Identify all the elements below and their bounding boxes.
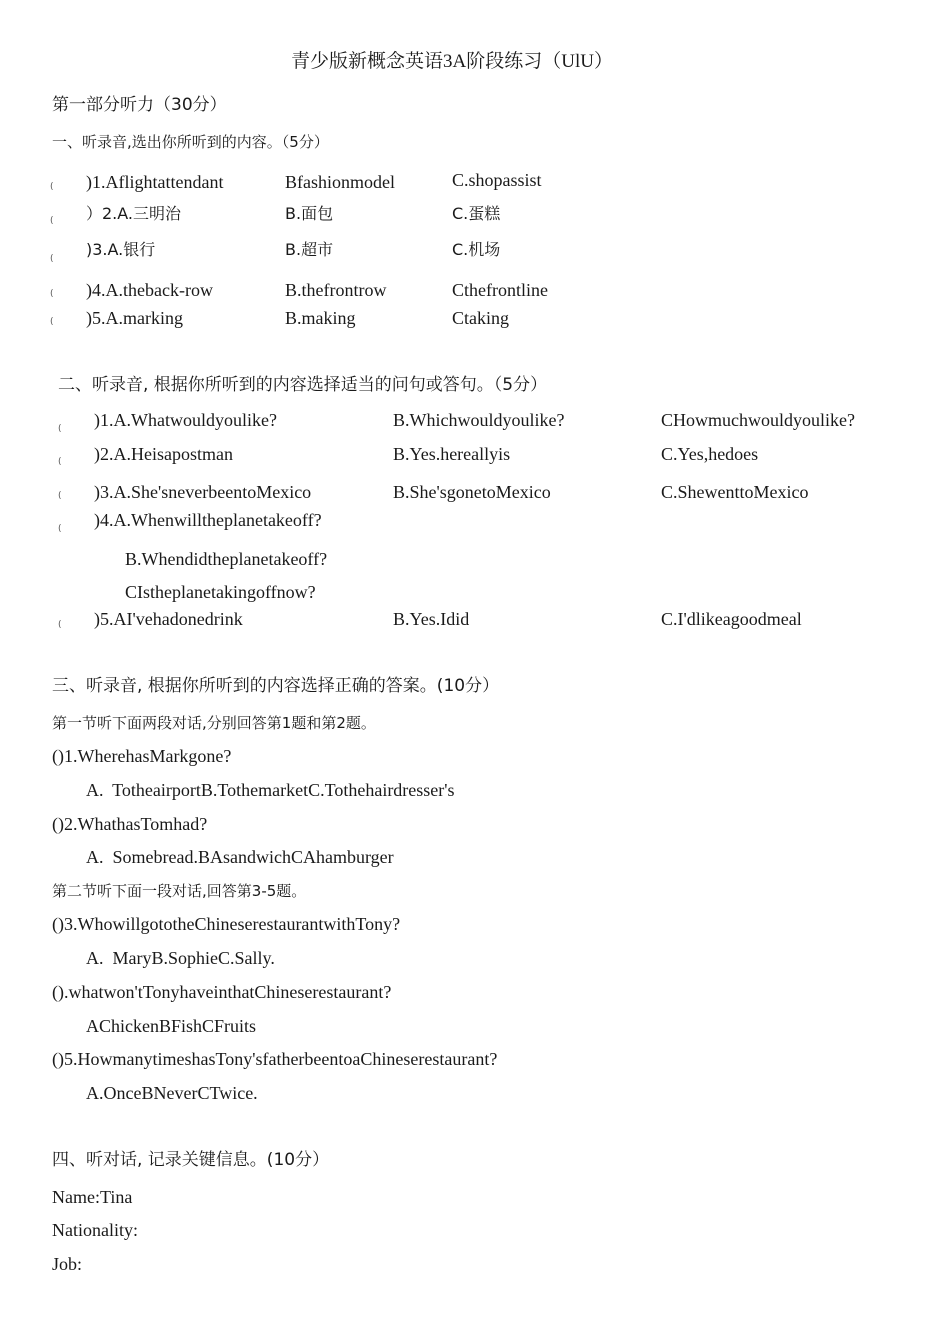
s3-q5: ()5.HowmanytimeshasTony'sfatherbeentoaChineserestaurant? <box>52 1049 498 1069</box>
s2-q4-option-c: CIstheplanetakingoffnow? <box>125 582 316 602</box>
s1-q1-option-c: C.shopassist <box>452 170 542 190</box>
s1-q2-option-c: C.蛋糕 <box>452 204 501 223</box>
s1-q4-option-c: Cthefrontline <box>452 280 548 300</box>
s2-q2-option-b: B.Yes.hereallyis <box>393 444 511 464</box>
s3-q4-options: AChickenBFishCFruits <box>86 1016 257 1036</box>
s2-q1-option-a: )1.A.Whatwouldyoulike? <box>94 410 277 430</box>
field-job: Job: <box>52 1254 83 1274</box>
s1-q5-option-c: Ctaking <box>452 308 509 328</box>
s3-q2: ()2.WhathasTomhad? <box>52 814 208 834</box>
section4-heading: 四、听对话, 记录关键信息。(10分） <box>52 1150 330 1170</box>
s2-q2-option-a: )2.A.Heisapostman <box>94 444 233 464</box>
answer-paren: ( <box>50 216 54 226</box>
section2-heading: 二、听录音, 根据你所听到的内容选择适当的问句或答句。（5分） <box>58 375 548 395</box>
answer-paren: ( <box>58 524 62 534</box>
s3-q1: ()1.WherehasMarkgone? <box>52 746 232 766</box>
answer-paren: ( <box>58 491 62 501</box>
s2-q5-option-a: )5.AI'vehadonedrink <box>94 609 243 629</box>
page-title: 青少版新概念英语3A阶段练习（UlU） <box>291 51 613 72</box>
s2-q2-option-c: C.Yes,hedoes <box>661 444 759 464</box>
answer-paren: ( <box>50 317 54 327</box>
section1-heading: 一、听录音,选出你所听到的内容。（5分） <box>52 133 329 151</box>
answer-paren: ( <box>50 182 54 192</box>
s3-q3-options: A. MaryB.SophieC.Sally. <box>86 948 275 968</box>
s1-q1-option-a: )1.Aflightattendant <box>86 172 224 192</box>
s1-q4-option-a: )4.A.theback-row <box>86 280 213 300</box>
answer-paren: ( <box>58 620 62 630</box>
field-name: Name:Tina <box>52 1187 133 1207</box>
s1-q3-option-c: C.机场 <box>452 240 501 259</box>
section3-heading: 三、听录音, 根据你所听到的内容选择正确的答案。(10分） <box>52 676 500 696</box>
section3-sub1: 第一节听下面两段对话,分别回答第1题和第2题。 <box>52 714 376 732</box>
s2-q3-option-c: C.ShewenttoMexico <box>661 482 809 502</box>
s3-q1-options: A. TotheairportB.TothemarketC.Tothehairdresser's <box>86 780 455 800</box>
s2-q3-option-b: B.She'sgonetoMexico <box>393 482 551 502</box>
s1-q2-option-a: ）2.A.三明治 <box>86 204 182 223</box>
answer-paren: ( <box>50 254 54 264</box>
s1-q2-option-b: B.面包 <box>285 204 334 223</box>
s1-q4-option-b: B.thefrontrow <box>285 280 387 300</box>
s1-q3-option-b: B.超市 <box>285 240 334 259</box>
s2-q5-option-c: C.I'dlikeagoodmeal <box>661 609 802 629</box>
s3-q5-options: A.OnceBNeverCTwice. <box>86 1083 258 1103</box>
s1-q1-option-b: Bfashionmodel <box>285 172 395 192</box>
s2-q3-option-a: )3.A.She'sneverbeentoMexico <box>94 482 312 502</box>
answer-paren: ( <box>58 457 62 467</box>
s2-q1-option-b: B.Whichwouldyoulike? <box>393 410 565 430</box>
s1-q3-option-a: )3.A.银行 <box>86 240 156 259</box>
section3-sub2: 第二节听下面一段对话,回答第3-5题。 <box>52 882 307 900</box>
s3-q3: ()3.WhowillgototheChineserestaurantwithTony? <box>52 914 401 934</box>
part1-heading: 第一部分听力（30分） <box>52 95 227 115</box>
s2-q1-option-c: CHowmuchwouldyoulike? <box>661 410 855 430</box>
s2-q4-option-a: )4.A.Whenwilltheplanetakeoff? <box>94 510 322 530</box>
field-nationality: Nationality: <box>52 1220 138 1240</box>
s3-q2-options: A. Somebread.BAsandwichCAhamburger <box>86 847 394 867</box>
s3-q4: ().whatwon'tTonyhaveinthatChineserestaurant? <box>52 982 392 1002</box>
answer-paren: ( <box>50 289 54 299</box>
answer-paren: ( <box>58 424 62 434</box>
s1-q5-option-b: B.making <box>285 308 356 328</box>
s2-q5-option-b: B.Yes.Idid <box>393 609 470 629</box>
s1-q5-option-a: )5.A.marking <box>86 308 183 328</box>
s2-q4-option-b: B.Whendidtheplanetakeoff? <box>125 549 328 569</box>
